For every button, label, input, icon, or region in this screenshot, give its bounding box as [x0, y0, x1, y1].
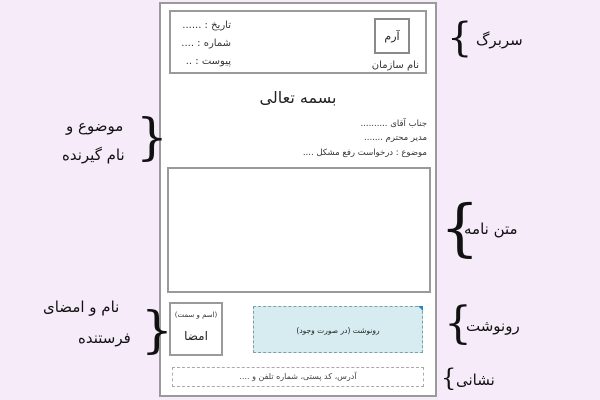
brace-subject-icon: {	[136, 108, 168, 166]
recipient-line-2: مدیر محترم .......	[364, 133, 427, 143]
label-subject-2: نام گیرنده	[62, 146, 125, 164]
cc-box	[253, 306, 423, 353]
brace-body-icon: {	[440, 191, 480, 264]
letter-body-box	[167, 167, 431, 293]
cc-text: رونوشت (در صورت وجود)	[296, 326, 380, 335]
brace-address-icon: {	[441, 364, 457, 392]
number-field: شماره : ....	[181, 38, 231, 49]
attachment-field: پیوست : ..	[185, 56, 231, 67]
letter-page	[159, 2, 437, 397]
address-text: آدرس، کد پستی، شماره تلفن و ....	[239, 372, 357, 381]
letter-title: بسمه تعالی	[259, 88, 337, 107]
logo-text: آرم	[384, 29, 400, 43]
letterhead-box	[169, 10, 427, 74]
label-body: متن نامه	[464, 220, 518, 238]
label-subject-1: موضوع و	[66, 117, 124, 135]
label-sender-2: فرستنده	[78, 329, 131, 347]
logo-box	[374, 18, 410, 54]
signature-subtitle: (اسم و سمت)	[174, 311, 218, 319]
signature-box	[169, 302, 223, 356]
label-cc: رونوشت	[466, 317, 520, 335]
brace-sender-icon: {	[141, 301, 173, 359]
label-sender-1: نام و امضای	[43, 298, 120, 316]
label-address: نشانی	[456, 371, 495, 389]
subject-line: موضوع : درخواست رفع مشکل ....	[302, 148, 427, 158]
recipient-line-1: جناب آقای ..........	[360, 119, 427, 129]
signature-label: امضا	[184, 329, 208, 343]
org-name: نام سازمان	[371, 60, 419, 71]
brace-header-icon: {	[447, 15, 473, 61]
corner-marker-icon	[418, 306, 423, 311]
address-box	[172, 367, 424, 387]
date-field: تاریخ : ......	[182, 20, 231, 31]
label-header: سربرگ	[476, 31, 523, 49]
brace-cc-icon: {	[444, 298, 472, 349]
